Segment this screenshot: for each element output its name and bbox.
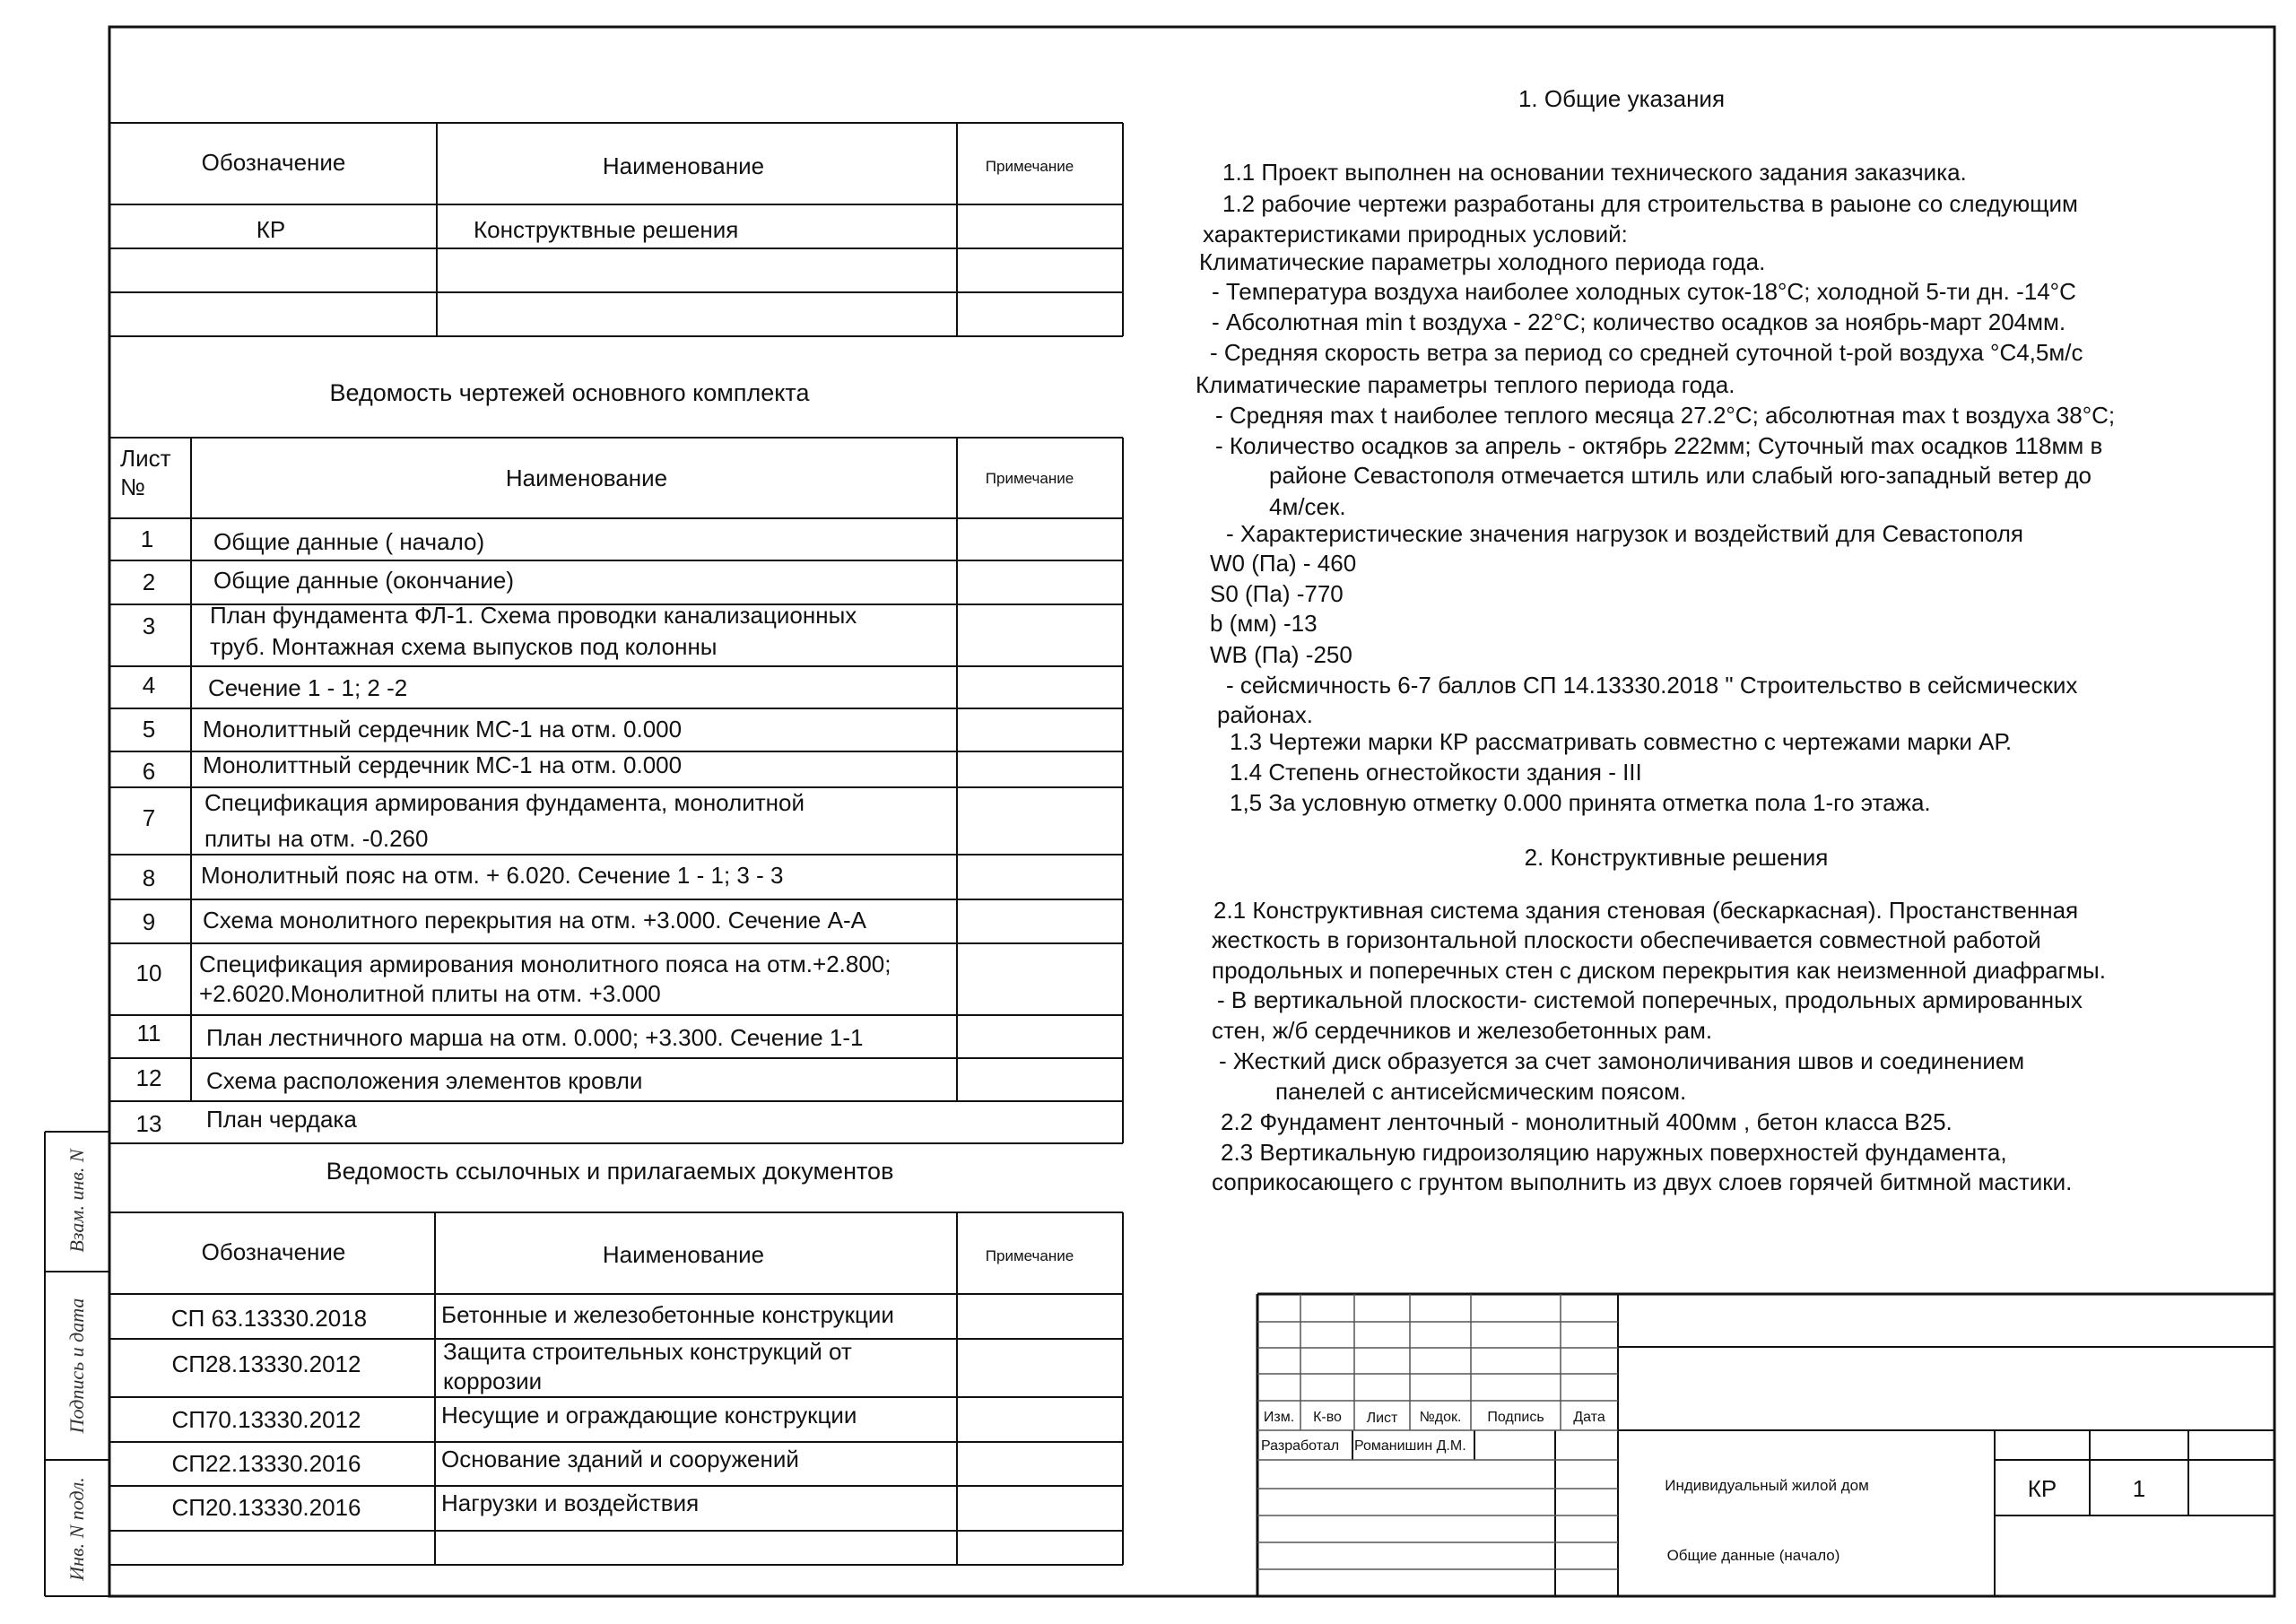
note-line: - Абсолютная min t воздуха - 22°С; количество осадков за ноябрь-март 204мм. [1212,308,2066,335]
row-number: 2 [142,569,156,595]
tb-developer-name: Романишин Д.М. [1354,1438,1466,1454]
ref-title-line2: коррозии [443,1368,543,1394]
tb-project-name: Индивидуальный жилой дом [1665,1477,1869,1494]
note-line: 1.4 Степень огнестойкости здания - III [1230,759,1642,786]
notes-section-title: 2. Конструктивные решения [1524,844,1829,871]
notes-section-title: 1. Общие указания [1518,85,1726,112]
note-line: жесткость в горизонтальной плоскости обеспечивается совместной работой [1212,926,2041,953]
header-name: Наименование [602,1241,765,1268]
row-title: Спецификация армирования монолитного пояса на отм.+2.800; [199,951,891,977]
note-line: 1.1 Проект выполнен на основании технического задания заказчика. [1222,159,1967,186]
row-title-line2: плиты на отм. -0.260 [204,825,429,852]
row-title: Общие данные ( начало) [213,528,485,555]
tb-header-date: Дата [1573,1410,1605,1425]
ref-code: СП28.13330.2012 [171,1350,361,1377]
header-note: Примечание [985,1247,1074,1264]
row-number: 11 [136,1020,161,1046]
row-title: Общие данные (окончание) [213,567,515,594]
note-line: 1.3 Чертежи марки КР рассматривать совместно с чертежами марки АР. [1230,728,2013,755]
row-title: Схема монолитного перекрытия на отм. +3.000. Сечение А-А [203,907,866,934]
tb-sheet-title: Общие данные (начало) [1666,1547,1840,1564]
note-line: стен, ж/б сердечников и железобетонных рам. [1212,1017,1713,1044]
ref-title: Бетонные и железобетонные конструкции [441,1301,894,1328]
note-line: - сейсмичность 6-7 баллов СП 14.13330.2018 " Строительство в сейсмических [1226,672,2078,699]
row-title: Монолиттный сердечник МС-1 на отм. 0.000 [203,751,683,778]
note-line: S0 (Па) -770 [1210,580,1344,607]
note-line: - Характеристические значения нагрузок и воздействий для Севастополя [1226,520,2023,547]
ref-title: Основание зданий и сооружений [441,1446,799,1472]
note-line: b (мм) -13 [1210,610,1318,637]
stamp-signature-date: Подпись и дата [65,1298,88,1434]
header-sheet: Лист [120,445,171,472]
note-line: Климатические параметры холодного периода года. [1199,248,1766,275]
header-note: Примечание [985,158,1074,175]
row-number: 4 [142,672,156,699]
header-name: Наименование [505,465,668,491]
header-name: Наименование [602,152,765,179]
note-line: 4м/сек. [1269,493,1346,520]
row-number: 9 [142,908,156,935]
row-title: Монолитный пояс на отм. + 6.020. Сечение 1 - 1; 3 - 3 [201,862,784,889]
tb-mark: КР [2027,1475,2057,1502]
note-line: характеристиками природных условий: [1203,221,1628,248]
tb-header-rev: Изм. [1263,1410,1295,1425]
header-designation: Обозначение [201,149,346,176]
row-title: Спецификация армирования фундамента, монолитной [204,789,805,816]
row-title: Монолиттный сердечник МС-1 на отм. 0.000 [203,716,683,743]
row-title: Сечение 1 - 1; 2 -2 [208,674,408,701]
ref-title: Несущие и ограждающие конструкции [441,1402,857,1429]
note-line: 1.2 рабочие чертежи разработаны для строительства в раыоне со следующим [1222,190,2078,217]
note-line: районе Севастополя отмечается штиль или слабый юго-западный ветер до [1269,462,2092,489]
references-title: Ведомость ссылочных и прилагаемых документов [326,1158,894,1185]
row-number: 12 [135,1064,162,1091]
ref-code: СП22.13330.2016 [171,1450,361,1477]
row-number: 10 [135,960,162,986]
ref-title: Нагрузки и воздействия [441,1489,700,1516]
row-number: 3 [142,612,156,639]
row-title: План лестничного марша на отм. 0.000; +3.300. Сечение 1-1 [206,1024,864,1051]
note-line: - Температура воздуха наиболее холодных суток-18°С; холодной 5-ти дн. -14°С [1212,278,2076,305]
note-line: - Средняя max t наиболее теплого месяца 27.2°С; абсолютная max t воздуха 38°С; [1215,402,2116,429]
tb-header-qty: К-во [1313,1410,1342,1425]
stamp-replace-inv: Взам. инв. N [65,1149,88,1253]
stamp-inv-original: Инв. N подл. [65,1477,88,1581]
note-line: 1,5 За условную отметку 0.000 принята отметка пола 1-го этажа. [1230,789,1931,816]
row-number: 5 [142,716,156,743]
header-sheet-no: № [120,473,145,500]
row-number: 13 [135,1110,162,1137]
row-name: Конструктвные решения [474,216,739,243]
row-title: План чердака [206,1106,357,1133]
note-line: 2.3 Вертикальную гидроизоляцию наружных поверхностей фундамента, [1221,1139,2007,1166]
row-title: План фундамента ФЛ-1. Схема проводки канализационных [210,602,857,629]
note-line: WB (Па) -250 [1210,641,1352,668]
note-line: 2.1 Конструктивная система здания стеновая (бескаркасная). Простанственная [1213,897,2079,924]
tb-header-sheet: Лист [1366,1411,1398,1426]
row-code: КР [256,216,286,243]
row-number: 6 [142,758,156,785]
row-number: 8 [142,864,156,891]
note-line: продольных и поперечных стен с диском перекрытия как неизменной диафрагмы. [1212,957,2106,984]
note-line: 2.2 Фундамент ленточный - монолитный 400мм , бетон класса В25. [1221,1108,1952,1135]
tb-header-signature: Подпись [1487,1410,1544,1425]
row-number: 1 [140,525,154,552]
row-title-line2: труб. Монтажная схема выпусков под колонны [210,633,718,660]
header-designation: Обозначение [201,1238,346,1265]
note-line: панелей с антисейсмическим поясом. [1275,1078,1687,1105]
note-line: W0 (Па) - 460 [1210,550,1357,577]
tb-sheet-number: 1 [2132,1475,2146,1502]
tb-developed-label: Разработал [1261,1438,1340,1454]
note-line: - Жесткий диск образуется за счет замоноличивания швов и соединением [1219,1047,2025,1074]
row-title-line2: +2.6020.Монолитной плиты на отм. +3.000 [199,980,661,1007]
row-number: 7 [142,804,156,831]
note-line: - В вертикальной плоскости- системой поперечных, продольных армированных [1217,986,2083,1013]
note-line: Климатические параметры теплого периода года. [1196,371,1735,398]
drawings-list-title: Ведомость чертежей основного комплекта [329,379,810,406]
note-line: - Количество осадков за апрель - октябрь 222мм; Суточный max осадков 118мм в [1215,432,2103,459]
note-line: - Средняя скорость ветра за период со средней суточной t-рой воздуха °С4,5м/с [1210,339,2083,366]
ref-code: СП20.13330.2016 [171,1494,361,1521]
note-line: соприкосающего с грунтом выполнить из двух слоев горячей битмной мастики. [1212,1168,2073,1195]
ref-code: СП70.13330.2012 [171,1406,361,1433]
ref-title: Защита строительных конструкций от [443,1338,852,1365]
header-note: Примечание [985,470,1074,487]
note-line: районах. [1217,701,1313,728]
row-title: Схема расположения элементов кровли [206,1067,643,1094]
tb-header-docno: №док. [1419,1410,1462,1425]
ref-code: СП 63.13330.2018 [170,1305,368,1332]
